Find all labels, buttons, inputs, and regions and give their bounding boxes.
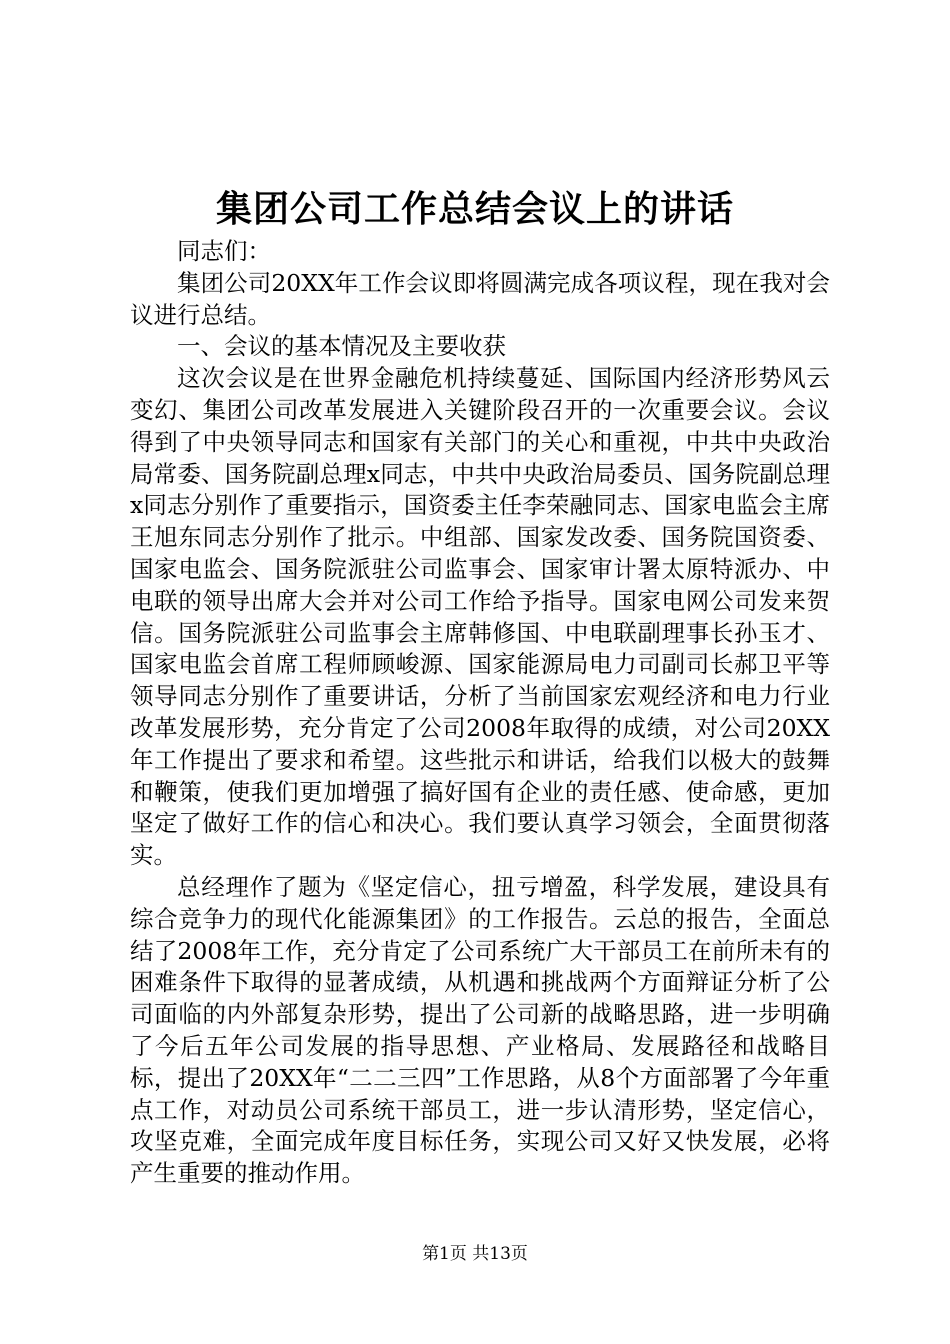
body-paragraph: 总经理作了题为《坚定信心，扭亏增盈，科学发展，建设具有综合竞争力的现代化能源集团》的工作报告。云总的报告，全面总结了2008年工作，充分肯定了公司系统广大干部员工在前所未有的困难条件下取得的显著成绩，从机遇和挑战两个方面辩证分析了公司面临的内外部复杂形势，提出了公司新的战略思路，进一步明确了今后五年公司发展的指导思想、产业格局、发展路径和战略目标，提出了20XX年“二二三四”工作思路，从8个方面部署了今年重点工作，对动员公司系统干部员工，进一步认清形势，坚定信心，攻坚克难，全面完成年度目标任务，实现公司又好又快发展，必将产生重要的推动作用。 bbox=[130, 872, 830, 1188]
section-heading: 一、会议的基本情况及主要收获 bbox=[177, 332, 506, 361]
intro-paragraph: 集团公司20XX年工作会议即将圆满完成各项议程，现在我对会议进行总结。 bbox=[130, 268, 830, 329]
salutation-paragraph: 同志们： bbox=[177, 237, 271, 265]
page-number-footer: 第1页 共13页 bbox=[422, 1244, 528, 1264]
document-body bbox=[130, 236, 830, 1190]
body-paragraph: 这次会议是在世界金融危机持续蔓延、国际国内经济形势风云变幻、集团公司改革发展进入关键阶段召开的一次重要会议。会议得到了中央领导同志和国家有关部门的关心和重视，中共中央政治局常委、国务院副总理x同志，中共中央政治局委员、国务院副总理x同志分别作了重要指示，国资委主任李荣融同志、国家电监会主席王旭东同志分别作了批示。中组部、国家发改委、国务院国资委、国家电监会、国务院派驻公司监事会、国家审计署太原特派办、中电联的领导出席大会并对公司工作给予指导。国家电网公司发来贺信。国务院派驻公司监事会主席韩修国、中电联副理事长孙玉才、国家电监会首席工程师顾峻源、国家能源局电力司副司长郝卫平等领导同志分别作了重要讲话，分析了当前国家宏观经济和电力行业改革发展形势，充分肯定了公司2008年取得的成绩，对公司20XX年工作提出了要求和希望。这些批示和讲话，给我们以极大的鼓舞和鞭策，使我们更加增强了搞好国有企业的责任感、使命感，更加坚定了做好工作的信心和决心。我们要认真学习领会，全面贯彻落实。 bbox=[130, 364, 830, 870]
document-title: 集团公司工作总结会议上的讲话 bbox=[215, 188, 734, 230]
